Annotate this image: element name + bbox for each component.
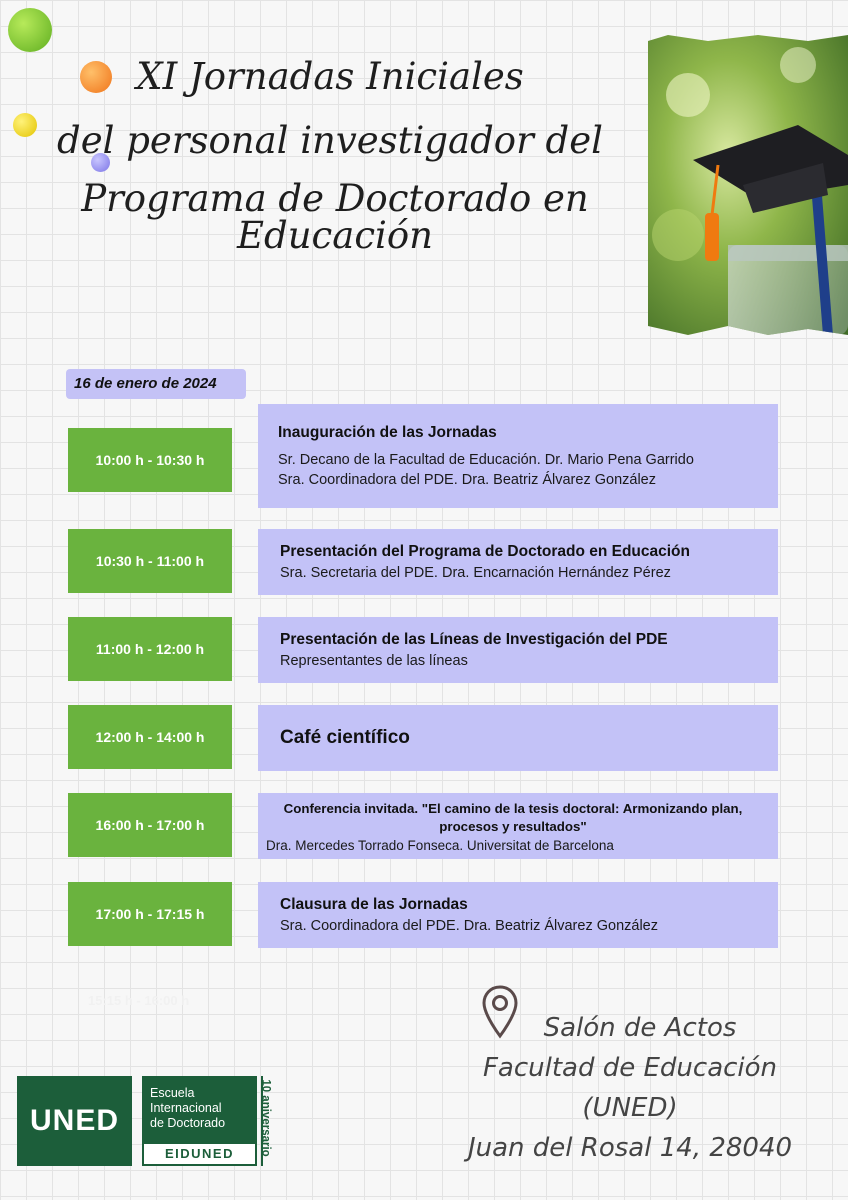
session-title: Presentación de las Líneas de Investigación del PDE — [280, 631, 668, 648]
venue-block — [460, 1008, 800, 1168]
school-line-1: Escuela — [150, 1086, 195, 1100]
session-box-5 — [258, 793, 778, 859]
uned-logo: UNED — [17, 1076, 132, 1166]
venue-line: Facultad de Educación — [482, 1053, 778, 1083]
session-title: Clausura de las Jornadas — [280, 896, 468, 913]
school-band: EIDUNED — [142, 1142, 257, 1166]
session-box-3 — [258, 617, 778, 683]
venue-line: (UNED) — [582, 1093, 678, 1123]
green-dot — [8, 8, 52, 52]
session-box-2 — [258, 529, 778, 595]
session-title: Presentación del Programa de Doctorado en Educación — [280, 543, 690, 560]
venue-line: Juan del Rosal 14, 28040 — [467, 1133, 793, 1163]
session-box-1 — [258, 404, 778, 508]
anniversary-mark — [261, 1076, 287, 1166]
time-slot-2: 10:30 h - 11:00 h — [68, 529, 232, 593]
time-slot-1: 10:00 h - 10:30 h — [68, 428, 232, 492]
title-line-2: del personal investigador del — [57, 119, 603, 162]
session-box-6 — [258, 882, 778, 948]
time-slot-4: 12:00 h - 14:00 h — [68, 705, 232, 769]
session-speaker: Representantes de las líneas — [280, 653, 468, 669]
title-line-1: XI Jornadas Iniciales — [136, 55, 524, 98]
session-speaker: Sra. Coordinadora del PDE. Dra. Beatriz Álvarez González — [280, 918, 658, 934]
time-slot-6: 17:00 h - 17:15 h — [68, 882, 232, 946]
session-box-4 — [258, 705, 778, 771]
school-line-2: Internacional — [150, 1101, 222, 1115]
eiduned-logo — [142, 1076, 257, 1166]
session-speaker: Sr. Decano de la Facultad de Educación. Dr. Mario Pena Garrido — [278, 452, 694, 468]
title-line-3: Programa de Doctorado en Educación — [81, 177, 589, 257]
time-slot-3: 11:00 h - 12:00 h — [68, 617, 232, 681]
session-speaker: Sra. Coordinadora del PDE. Dra. Beatriz Álvarez González — [278, 472, 656, 488]
session-title: Conferencia invitada. "El camino de la tesis doctoral: Armonizando plan, procesos y resultados" — [283, 800, 743, 834]
anniversary-text: 10 aniversario — [259, 1079, 272, 1157]
faded-time-slot: 15:15 h - 16:00 h — [88, 993, 190, 1008]
session-title: Café científico — [280, 727, 410, 748]
venue-line: Salón de Actos — [543, 1013, 737, 1043]
graduation-cap-photo — [648, 35, 848, 335]
school-line-3: de Doctorado — [150, 1116, 226, 1130]
session-speaker: Dra. Mercedes Torrado Fonseca. Universitat de Barcelona — [266, 837, 614, 853]
session-title: Inauguración de las Jornadas — [278, 424, 497, 441]
time-slot-5: 16:00 h - 17:00 h — [68, 793, 232, 857]
session-speaker: Sra. Secretaria del PDE. Dra. Encarnación Hernández Pérez — [280, 565, 671, 581]
date-badge: 16 de enero de 2024 — [66, 369, 246, 399]
